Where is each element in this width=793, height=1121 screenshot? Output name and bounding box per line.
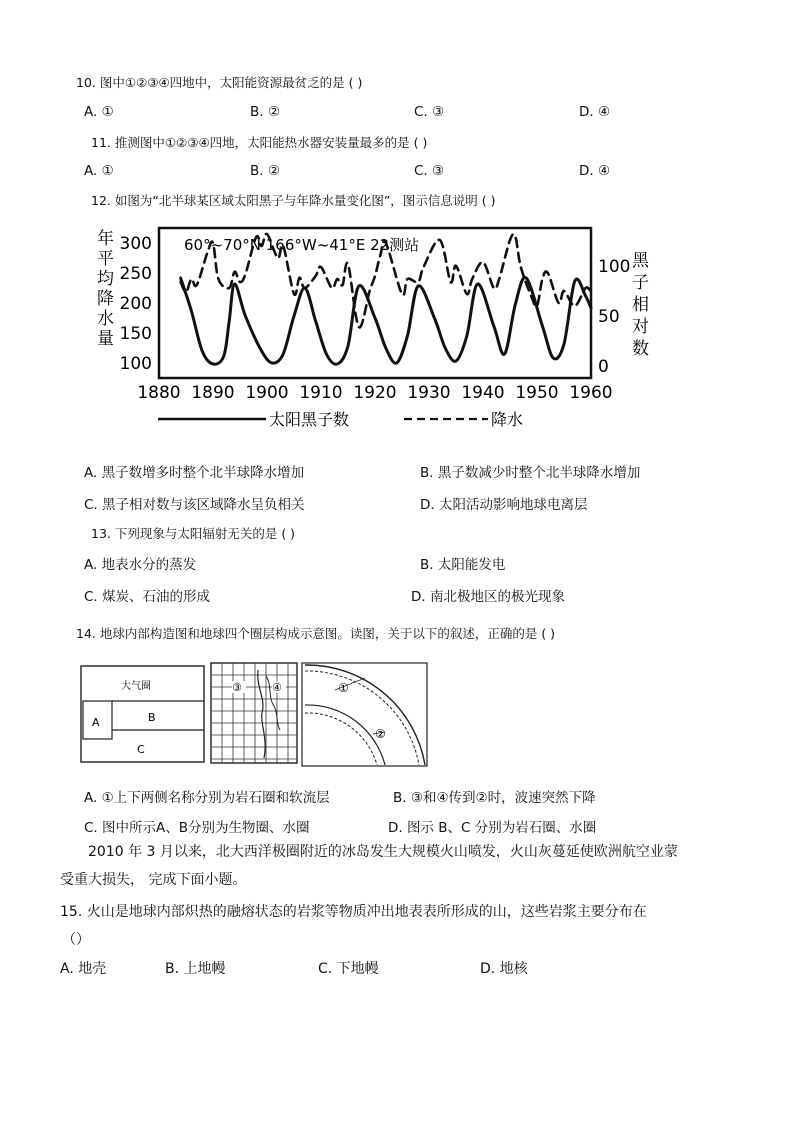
y-axis-label-right-char: 数	[632, 339, 649, 359]
x-tick-label: 1960	[569, 383, 613, 403]
label-a: A	[92, 716, 100, 729]
y-axis-label-right	[632, 251, 650, 359]
q15-option-d: D. 地核	[480, 961, 528, 977]
y-axis-label-right-char: 子	[632, 273, 649, 293]
q13-stem: 13. 下列现象与太阳辐射无关的是 ( )	[91, 526, 296, 541]
y-axis-label-left-char: 均	[97, 269, 114, 289]
q12-option-b: B. 黑子数减少时整个北半球降水增加	[420, 465, 641, 481]
label-b: B	[148, 711, 156, 724]
x-tick-label: 1900	[245, 383, 289, 403]
x-tick-label: 1880	[137, 383, 181, 403]
seismic-wave-grid	[211, 663, 297, 763]
y-axis-label-right-char: 对	[632, 317, 649, 337]
earth-structure-figure	[80, 658, 430, 770]
y-axis-label-left-char: 量	[97, 329, 114, 349]
q12-option-d: D. 太阳活动影响地球电离层	[420, 497, 588, 513]
q13-option-b: B. 太阳能发电	[420, 557, 506, 573]
y-axis-label-left-char: 平	[97, 249, 114, 269]
right-tick-label: 0	[598, 357, 609, 377]
q12-stem: 12. 如图为“北半球某区域太阳黑子与年降水量变化图”，图示信息说明 ( )	[91, 193, 496, 208]
label-c: C	[137, 743, 145, 756]
right-axis-ticks	[598, 257, 630, 377]
q13-option-c: C. 煤炭、石油的形成	[84, 589, 211, 605]
four-spheres-diagram	[81, 666, 204, 762]
x-tick-label: 1950	[515, 383, 559, 403]
y-axis-label-right-char: 黑	[632, 251, 649, 271]
q11-option-c: C. ③	[414, 163, 445, 179]
sunspot-precipitation-chart	[86, 218, 649, 440]
y-axis-label-right-char: 相	[632, 295, 649, 315]
y-axis-label-left-char: 水	[97, 309, 114, 329]
q14-stem: 14. 地球内部构造图和地球四个圈层构成示意图。读图，关于以下的叙述，正确的是 ( )	[76, 626, 556, 641]
q12-option-a: A. 黑子数增多时整个北半球降水增加	[84, 465, 305, 481]
x-tick-label: 1890	[191, 383, 235, 403]
right-tick-label: 100	[598, 257, 631, 277]
q12-option-c: C. 黑子相对数与该区域降水呈负相关	[84, 497, 305, 513]
q14-option-b: B. ③和④传到②时，波速突然下降	[393, 790, 596, 806]
q11-stem: 11. 推测图中①②③④四地，太阳能热水器安装量最多的是 ( )	[91, 135, 428, 150]
legend-label-sunspot: 太阳黑子数	[269, 410, 350, 429]
q14-option-c: C. 图中所示A、B分别为生物圈、水圈	[84, 820, 310, 836]
q14-option-a: A. ①上下两侧名称分别为岩石圈和软流层	[84, 790, 330, 806]
left-tick-label: 100	[119, 354, 152, 374]
q10-option-d: D. ④	[579, 104, 611, 120]
x-tick-label: 1920	[353, 383, 397, 403]
q10-option-a: A. ①	[84, 104, 114, 120]
y-axis-label-left	[97, 228, 114, 349]
passage-line-2: 受重大损失， 完成下面小题。	[60, 872, 247, 888]
q14-option-d: D. 图示 B、C 分别为岩石圈、水圈	[388, 820, 597, 836]
q11-option-a: A. ①	[84, 163, 114, 179]
x-axis-ticks	[137, 383, 612, 403]
q11-option-d: D. ④	[579, 163, 611, 179]
x-tick-label: 1910	[299, 383, 343, 403]
q10-option-b: B. ②	[250, 104, 280, 120]
q13-option-d: D. 南北极地区的极光现象	[411, 589, 565, 605]
left-tick-label: 150	[119, 324, 152, 344]
q15-stem-line-2: （）	[62, 932, 90, 948]
y-axis-label-left-char: 降	[97, 289, 114, 309]
q15-option-c: C. 下地幔	[318, 961, 379, 977]
left-tick-label: 250	[119, 264, 152, 284]
legend-label-precip: 降水	[491, 410, 524, 429]
q15-option-a: A. 地壳	[60, 961, 107, 977]
label-wave-4: ④	[272, 681, 282, 694]
passage-line-1: 2010 年 3 月以来，北大西洋极圈附近的冰岛发生大规模火山喷发，火山灰蔓延使欧洲航空业蒙	[88, 844, 678, 860]
q13-option-a: A. 地表水分的蒸发	[84, 557, 197, 573]
q15-stem-line-1: 15. 火山是地球内部炽热的融熔状态的岩浆等物质冲出地表表所形成的山，这些岩浆主要分布在	[60, 904, 647, 920]
q10-option-c: C. ③	[414, 104, 445, 120]
x-tick-label: 1940	[461, 383, 505, 403]
right-tick-label: 50	[598, 307, 620, 327]
left-axis-ticks	[120, 234, 152, 374]
q15-option-b: B. 上地幔	[165, 961, 226, 977]
chart-legend	[158, 410, 523, 429]
label-layer-2: ②	[375, 727, 386, 741]
q11-option-b: B. ②	[250, 163, 280, 179]
left-tick-label: 300	[119, 234, 152, 254]
y-axis-label-left-char: 年	[97, 229, 114, 249]
label-atmosphere: 大气圈	[121, 681, 151, 692]
chart-title: 60°~70°N 166°W~41°E 22测站	[184, 236, 420, 254]
label-layer-1: ①	[338, 681, 349, 695]
earth-layers-quarter	[302, 663, 427, 766]
q10-stem: 10. 图中①②③④四地中，太阳能资源最贫乏的是 ( )	[76, 75, 363, 90]
label-wave-3: ③	[232, 681, 242, 694]
left-tick-label: 200	[119, 294, 152, 314]
x-tick-label: 1930	[407, 383, 451, 403]
